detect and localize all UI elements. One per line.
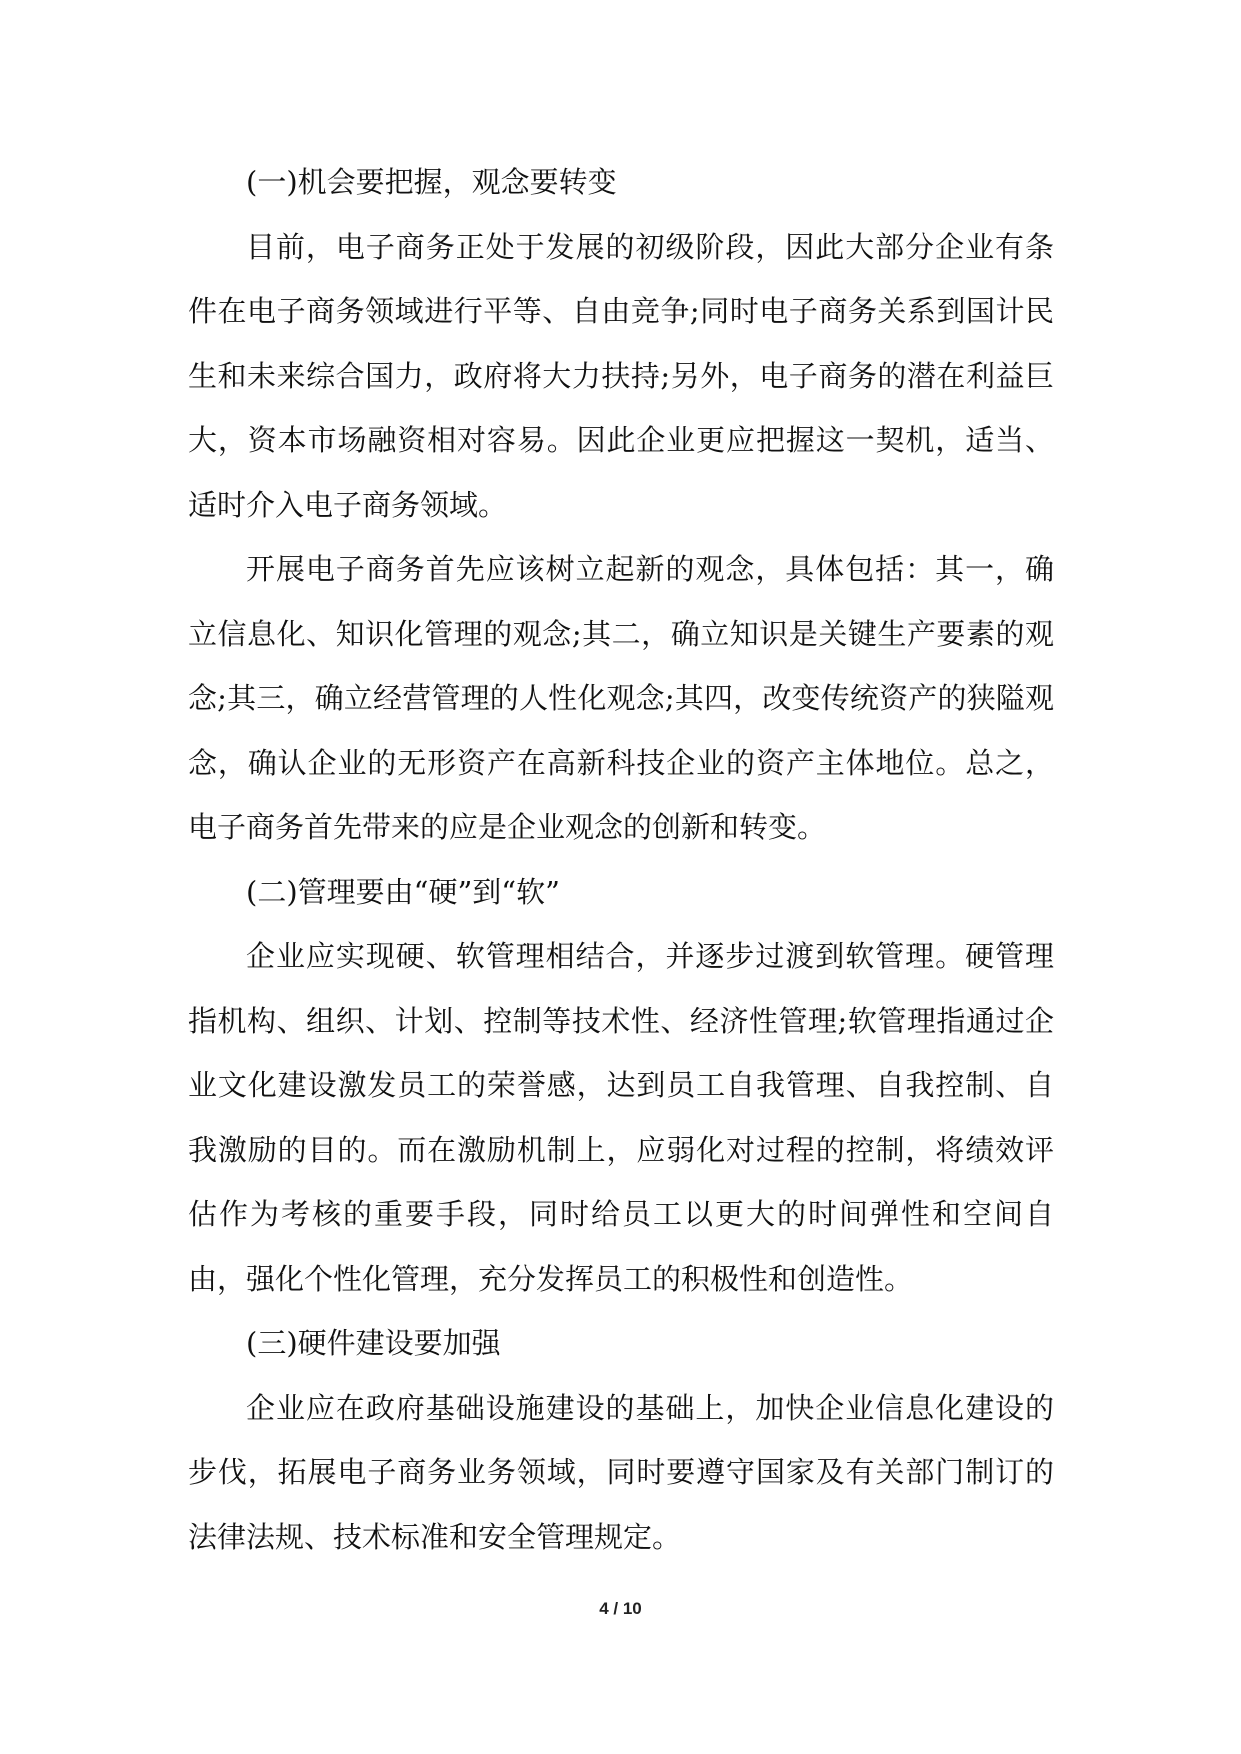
page-number: 4 / 10	[599, 1599, 642, 1618]
paragraph-4: 企业应在政府基础设施建设的基础上，加快企业信息化建设的步伐，拓展电子商务业务领域，同时要遵守国家及有关部门制订的法律法规、技术标准和安全管理规定。	[188, 1390, 1054, 1554]
document-body	[188, 150, 1054, 1569]
paragraph-3: 企业应实现硬、软管理相结合，并逐步过渡到软管理。硬管理指机构、组织、计划、控制等技术性、经济性管理;软管理指通过企业文化建设激发员工的荣誉感，达到员工自我管理、自我控制、自我激励的目的。而在激励机制上，应弱化对过程的控制，将绩效评估作为考核的重要手段，同时给员工以更大的时间弹性和空间自由，强化个性化管理，充分发挥员工的积极性和创造性。	[188, 939, 1054, 1296]
section-heading-1: (一)机会要把握，观念要转变	[246, 165, 617, 199]
paragraph-2: 开展电子商务首先应该树立起新的观念，具体包括：其一，确立信息化、知识化管理的观念;其二，确立知识是关键生产要素的观念;其三，确立经营管理的人性化观念;其四，改变传统资产的狭隘观念，确认企业的无形资产在高新科技企业的资产主体地位。总之，电子商务首先带来的应是企业观念的创新和转变。	[188, 552, 1054, 844]
section-heading-3: (三)硬件建设要加强	[246, 1326, 501, 1360]
section-heading-2: (二)管理要由“硬”到“软”	[246, 874, 560, 909]
paragraph-1: 目前，电子商务正处于发展的初级阶段，因此大部分企业有条件在电子商务领域进行平等、自由竞争;同时电子商务关系到国计民生和未来综合国力，政府将大力扶持;另外，电子商务的潜在利益巨大，资本市场融资相对容易。因此企业更应把握这一契机，适当、适时介入电子商务领域。	[188, 229, 1054, 522]
